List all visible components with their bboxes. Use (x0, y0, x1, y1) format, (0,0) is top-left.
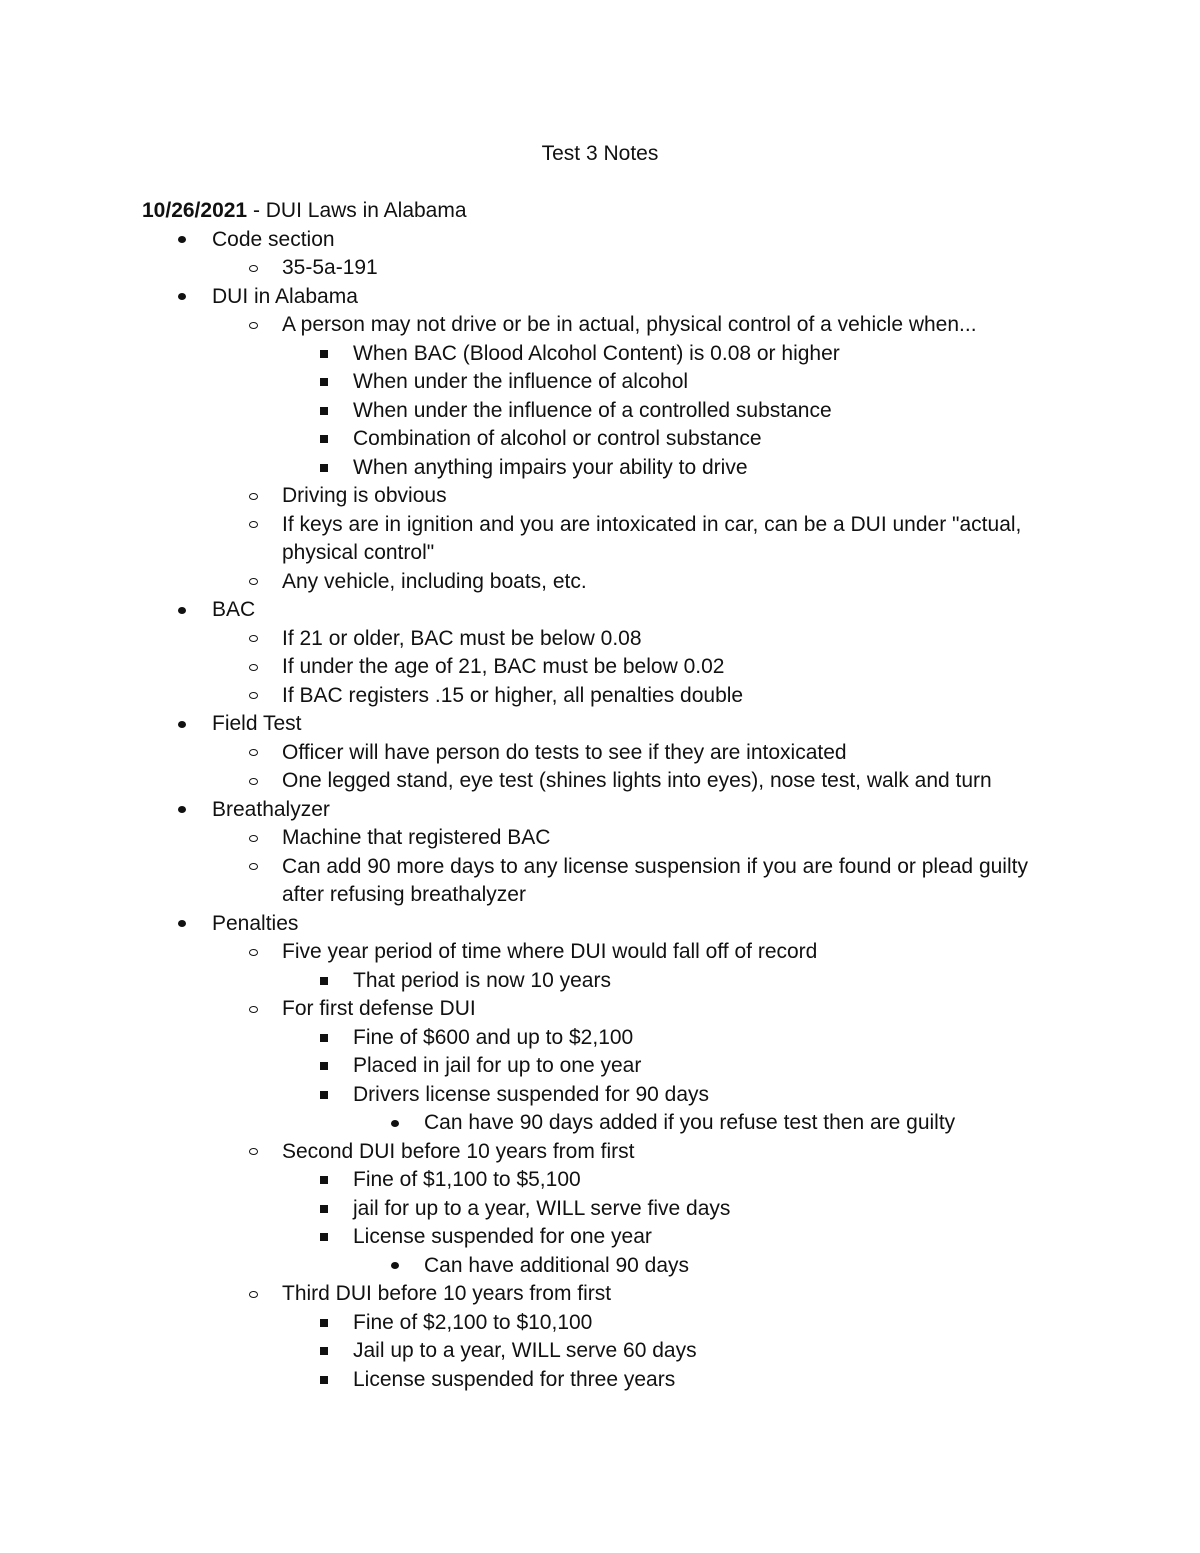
list-item (142, 682, 1062, 711)
list-item-text: If keys are in ignition and you are intoxicated in car, can be a DUI under "actual, physical control" (282, 512, 1022, 564)
list-item-text: One legged stand, eye test (shines lights into eyes), nose test, walk and turn (282, 769, 992, 792)
list-item-text: That period is now 10 years (353, 968, 611, 992)
hollow-bullet-icon (249, 739, 258, 768)
list-item (142, 1252, 1062, 1281)
list-item (142, 254, 1062, 283)
list-item (142, 1309, 1062, 1338)
square-bullet-icon (320, 368, 328, 397)
list-item-text: If under the age of 21, BAC must be below 0.02 (282, 655, 725, 678)
list-item-text: jail for up to a year, WILL serve five days (353, 1196, 731, 1220)
section-title: - DUI Laws in Alabama (247, 199, 467, 222)
square-bullet-icon (320, 1366, 328, 1395)
list-item-text: Placed in jail for up to one year (353, 1054, 642, 1077)
list-item (142, 938, 1062, 967)
list-item-text: BAC (212, 598, 256, 621)
list-item (142, 482, 1062, 511)
square-bullet-icon (320, 425, 328, 454)
list-item-penalties (142, 910, 1062, 939)
list-item (142, 1024, 1062, 1053)
list-item-text: Five year period of time where DUI would fall off of record (282, 940, 818, 963)
hollow-bullet-icon (249, 824, 258, 853)
list-item-text: License suspended for one year (353, 1225, 652, 1248)
list-item (142, 1337, 1062, 1366)
list-item-text: Fine of $600 and up to $2,100 (353, 1025, 634, 1049)
list-item (142, 340, 1062, 369)
filled-bullet-icon (178, 910, 186, 939)
list-item-text: Jail up to a year, WILL serve 60 days (353, 1339, 697, 1362)
square-bullet-icon (320, 1309, 328, 1338)
square-bullet-icon (320, 1081, 328, 1110)
hollow-bullet-icon (249, 767, 258, 796)
list-item (142, 511, 1062, 568)
list-item-text: Fine of $1,100 to $5,100 (353, 1168, 581, 1191)
list-item-text: Fine of $2,100 to $10,100 (353, 1310, 593, 1334)
square-bullet-icon (320, 340, 328, 369)
list-item-bac (142, 596, 1062, 625)
list-item-text: Can add 90 more days to any license suspension if you are found or plead guilty after refusing breathalyzer (282, 854, 1028, 906)
hollow-bullet-icon (249, 482, 258, 511)
square-bullet-icon (320, 1052, 328, 1081)
filled-bullet-icon (391, 1109, 399, 1138)
list-item (142, 311, 1062, 340)
list-item (142, 739, 1062, 768)
square-bullet-icon (320, 1195, 328, 1224)
list-item-text: Officer will have person do tests to see if they are intoxicated (282, 740, 847, 764)
list-item-field-test (142, 710, 1062, 739)
filled-bullet-icon (178, 710, 186, 739)
list-item-text: Penalties (212, 911, 299, 935)
list-item-text: When anything impairs your ability to drive (353, 455, 748, 479)
filled-bullet-icon (178, 283, 186, 312)
list-item (142, 1195, 1062, 1224)
list-item-text: Can have additional 90 days (424, 1253, 690, 1277)
list-item (142, 454, 1062, 483)
square-bullet-icon (320, 967, 328, 996)
filled-bullet-icon (178, 796, 186, 825)
list-item-text: When under the influence of alcohol (353, 370, 689, 393)
list-item (142, 1109, 1062, 1138)
list-item-text: If BAC registers .15 or higher, all penalties double (282, 683, 744, 707)
list-item (142, 1366, 1062, 1395)
hollow-bullet-icon (249, 995, 258, 1024)
list-item (142, 1138, 1062, 1167)
list-item (142, 1081, 1062, 1110)
hollow-bullet-icon (249, 1138, 258, 1167)
list-item (142, 1052, 1062, 1081)
list-item-text: Can have 90 days added if you refuse test then are guilty (424, 1111, 956, 1134)
list-item (142, 653, 1062, 682)
square-bullet-icon (320, 1024, 328, 1053)
list-item-text: When under the influence of a controlled substance (353, 398, 832, 422)
list-item-text: If 21 or older, BAC must be below 0.08 (282, 626, 642, 650)
document-title: Test 3 Notes (541, 142, 659, 165)
list-item-text: License suspended for three years (353, 1367, 676, 1391)
list-item-text: Third DUI before 10 years from first (282, 1282, 612, 1305)
hollow-bullet-icon (249, 1280, 258, 1309)
notes-body (142, 197, 1062, 1394)
list-item-text: A person may not drive or be in actual, physical control of a vehicle when... (282, 313, 977, 336)
list-item (142, 425, 1062, 454)
hollow-bullet-icon (249, 254, 258, 283)
list-item (142, 824, 1062, 853)
square-bullet-icon (320, 454, 328, 483)
list-item-text: Any vehicle, including boats, etc. (282, 569, 587, 593)
list-item (142, 767, 1062, 796)
section-date: 10/26/2021 (142, 199, 248, 222)
list-item (142, 625, 1062, 654)
list-item (142, 1223, 1062, 1252)
list-item-code-section (142, 226, 1062, 255)
filled-bullet-icon (178, 596, 186, 625)
square-bullet-icon (320, 1223, 328, 1252)
top-level-list (142, 226, 1062, 1395)
list-item-text: Second DUI before 10 years from first (282, 1139, 635, 1163)
list-item (142, 967, 1062, 996)
section-heading (142, 197, 1062, 226)
list-item (142, 397, 1062, 426)
square-bullet-icon (320, 1166, 328, 1195)
list-item-text: DUI in Alabama (212, 284, 358, 308)
list-item (142, 1166, 1062, 1195)
filled-bullet-icon (391, 1252, 399, 1281)
list-item-text: Combination of alcohol or control substance (353, 427, 762, 450)
hollow-bullet-icon (249, 653, 258, 682)
hollow-bullet-icon (249, 311, 258, 340)
list-item-text: Driving is obvious (282, 484, 447, 507)
list-item (142, 568, 1062, 597)
hollow-bullet-icon (249, 568, 258, 597)
list-item-dui-in-alabama (142, 283, 1062, 312)
square-bullet-icon (320, 1337, 328, 1366)
hollow-bullet-icon (249, 938, 258, 967)
hollow-bullet-icon (249, 682, 258, 711)
list-item (142, 368, 1062, 397)
list-item-text: 35-5a-191 (282, 256, 378, 279)
list-item-text: Drivers license suspended for 90 days (353, 1082, 710, 1106)
list-item-breathalyzer (142, 796, 1062, 825)
hollow-bullet-icon (249, 625, 258, 654)
list-item-text: For first defense DUI (282, 997, 476, 1020)
list-item (142, 995, 1062, 1024)
filled-bullet-icon (178, 226, 186, 255)
hollow-bullet-icon (249, 511, 258, 540)
list-item-text: Field Test (212, 712, 302, 735)
list-item (142, 1280, 1062, 1309)
list-item-text: Breathalyzer (212, 797, 330, 821)
list-item-text: When BAC (Blood Alcohol Content) is 0.08 or higher (353, 341, 840, 365)
square-bullet-icon (320, 397, 328, 426)
hollow-bullet-icon (249, 853, 258, 882)
list-item-text: Machine that registered BAC (282, 826, 551, 849)
list-item-text: Code section (212, 227, 335, 251)
list-item (142, 853, 1062, 910)
